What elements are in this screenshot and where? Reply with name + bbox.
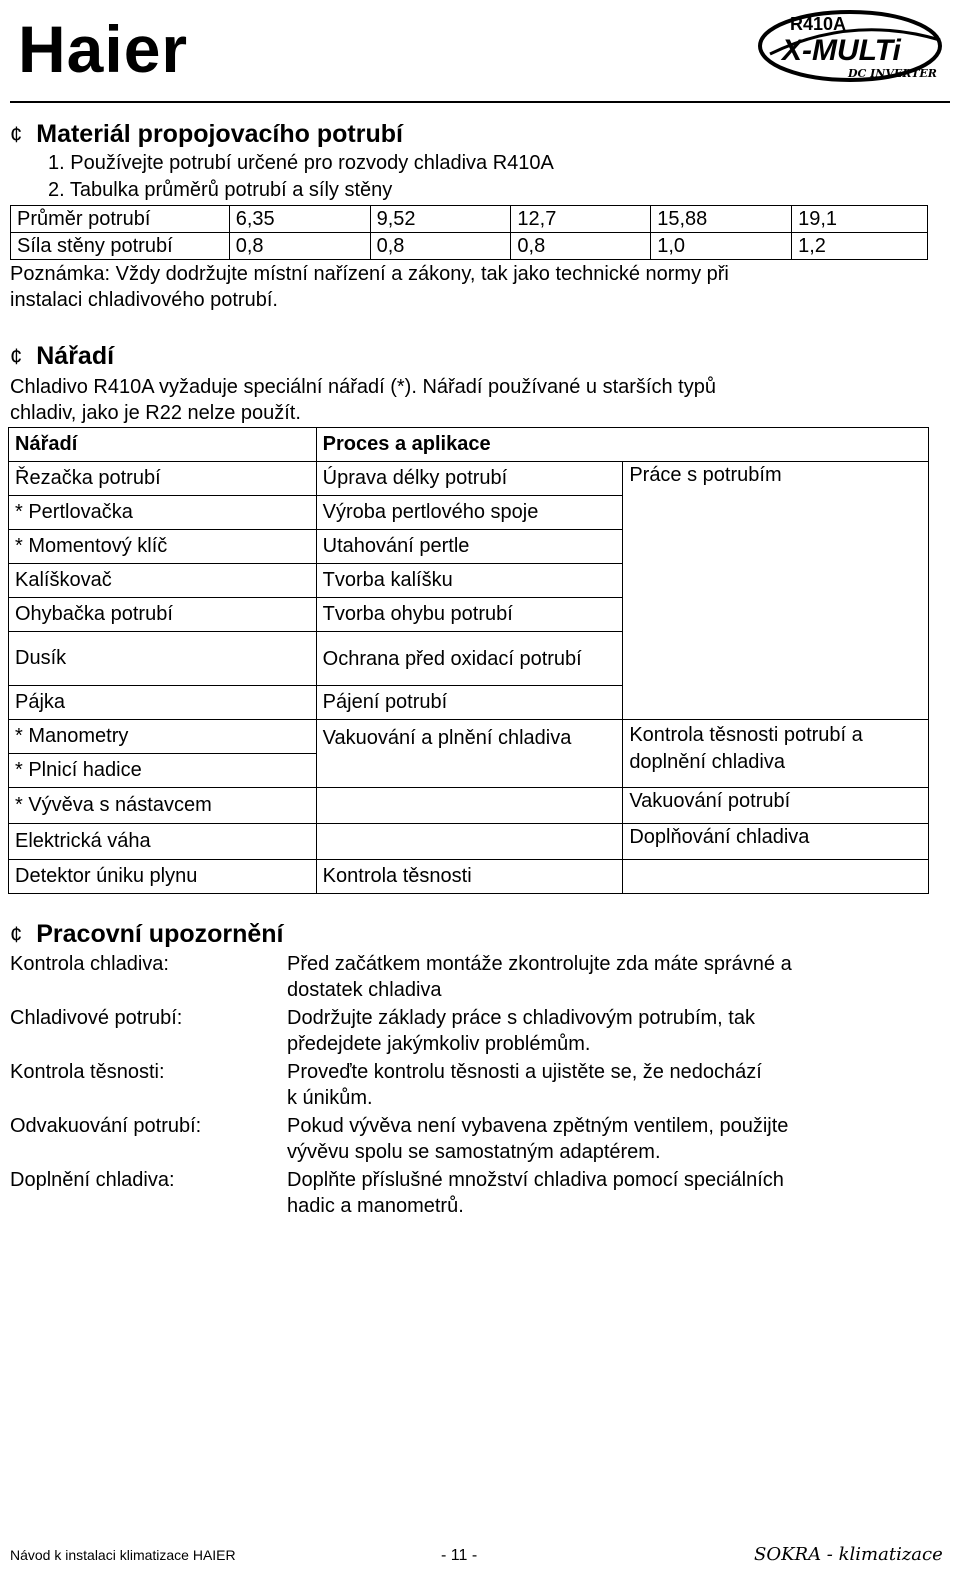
- tool-cell: Pájka: [9, 686, 317, 720]
- warning-text-line: k únikům.: [287, 1087, 373, 1109]
- section-title-work-warnings: ¢ Pracovní upozornění: [10, 920, 284, 948]
- haier-logo: [18, 18, 238, 87]
- warning-text-line: vývěvu spolu se samostatným adaptérem.: [287, 1141, 661, 1163]
- section-title-pipe-material: ¢ Materiál propojovacího potrubí: [10, 120, 403, 148]
- process-cell: Výroba pertlového spoje: [316, 496, 623, 530]
- tools-intro-line-2: chladiv, jako je R22 nelze použít.: [10, 402, 301, 424]
- process-cell: Tvorba ohybu potrubí: [316, 598, 623, 632]
- warning-label: Odvakuování potrubí:: [10, 1115, 202, 1137]
- warning-text-line: hadic a manometrů.: [287, 1195, 464, 1217]
- pipe-diameter-table: [10, 205, 928, 260]
- tool-cell: Řezačka potrubí: [9, 462, 317, 496]
- warning-label: Kontrola chladiva:: [10, 953, 169, 975]
- tool-cell: Detektor úniku plynu: [9, 860, 317, 894]
- process-cell: Tvorba kalíšku: [316, 564, 623, 598]
- tools-intro-line-1: Chladivo R410A vyžaduje speciální nářadí (*). Nářadí používané u starších typů: [10, 376, 716, 398]
- warning-text-line: Před začátkem montáže zkontrolujte zda máte správné a: [287, 953, 792, 975]
- tool-cell: * Manometry: [9, 720, 317, 754]
- note-line-1: Poznámka: Vždy dodržujte místní nařízení a zákony, tak jako technické normy při: [10, 263, 729, 285]
- footer-sokra-logo: SOKRA - klimatizace: [754, 1544, 943, 1565]
- process-cell-empty: [316, 788, 623, 824]
- section-title-tools: ¢ Nářadí: [10, 342, 115, 370]
- table-cell: 15,88: [651, 206, 792, 233]
- table-cell: Síla stěny potrubí: [11, 233, 230, 260]
- warning-text-line: Doplňte příslušné množství chladiva pomocí speciálních: [287, 1169, 784, 1191]
- table-row: [11, 206, 928, 233]
- table-cell: 0,8: [511, 233, 651, 260]
- warning-text-line: Proveďte kontrolu těsnosti a ujistěte se, že nedochází: [287, 1061, 762, 1083]
- note-line-2: instalaci chladivového potrubí.: [10, 289, 278, 311]
- bullet-icon: ¢: [10, 922, 23, 947]
- list-item-1: 1. Používejte potrubí určené pro rozvody chladiva R410A: [48, 152, 554, 174]
- warnings-list: [10, 951, 940, 1221]
- tool-cell: Dusík: [9, 632, 317, 686]
- table-cell: 9,52: [370, 206, 511, 233]
- footer-left: Návod k instalaci klimatizace HAIER: [10, 1547, 236, 1563]
- warning-text-line: Dodržujte základy práce s chladivovým potrubím, tak: [287, 1007, 755, 1029]
- table-cell: 0,8: [370, 233, 511, 260]
- tool-cell: * Vývěva s nástavcem: [9, 788, 317, 824]
- tool-cell: * Plnicí hadice: [9, 754, 317, 788]
- haier-logo-text: Haier: [18, 18, 189, 82]
- process-cell: Utahování pertle: [316, 530, 623, 564]
- warning-label: Chladivové potrubí:: [10, 1007, 183, 1029]
- table-header-process: Proces a aplikace: [316, 428, 928, 462]
- tool-cell: * Momentový klíč: [9, 530, 317, 564]
- bullet-icon: ¢: [10, 122, 23, 147]
- list-item: [10, 1113, 940, 1167]
- group-cell-vacuum: Vakuování potrubí: [623, 788, 929, 824]
- tool-cell: Kalíškovač: [9, 564, 317, 598]
- footer-page-number: - 11 -: [441, 1547, 478, 1564]
- table-row: [9, 788, 929, 824]
- tool-cell: Elektrická váha: [9, 824, 317, 860]
- table-row: [9, 462, 929, 496]
- warning-text-line: předejdete jakýmkoliv problémům.: [287, 1033, 591, 1055]
- table-header-tool: Nářadí: [9, 428, 317, 462]
- table-cell: 1,2: [792, 233, 928, 260]
- group-cell-empty: [623, 860, 929, 894]
- table-cell: 19,1: [792, 206, 928, 233]
- tool-cell: Ohybačka potrubí: [9, 598, 317, 632]
- process-cell: Ochrana před oxidací potrubí: [316, 632, 623, 686]
- tool-cell: * Pertlovačka: [9, 496, 317, 530]
- header-rule: [10, 101, 950, 103]
- list-item: [10, 1167, 940, 1221]
- table-row: [9, 720, 929, 754]
- warning-text-line: dostatek chladiva: [287, 979, 442, 1001]
- list-item: [10, 1005, 940, 1059]
- tools-table: [8, 427, 929, 894]
- badge-model: X-MULTi: [782, 34, 901, 67]
- group-cell-leak-check: Kontrola těsnosti potrubí a doplnění chladiva: [623, 720, 929, 788]
- table-cell: 12,7: [511, 206, 651, 233]
- list-item: [10, 951, 940, 1005]
- group-cell-charging: Doplňování chladiva: [623, 824, 929, 860]
- table-header-row: [9, 428, 929, 462]
- warning-text-line: Pokud vývěva není vybavena zpětným ventilem, použijte: [287, 1115, 789, 1137]
- list-item-2: 2. Tabulka průměrů potrubí a síly stěny: [48, 179, 393, 201]
- table-row: [9, 860, 929, 894]
- table-cell: Průměr potrubí: [11, 206, 230, 233]
- x-multi-badge: [752, 4, 952, 84]
- process-cell: Vakuování a plnění chladiva: [316, 720, 623, 788]
- badge-inverter: DC INVERTER: [848, 67, 937, 80]
- group-cell-pipe-work: Práce s potrubím: [623, 462, 929, 720]
- warning-label: Kontrola těsnosti:: [10, 1061, 165, 1083]
- table-cell: 1,0: [651, 233, 792, 260]
- process-cell-empty: [316, 824, 623, 860]
- bullet-icon: ¢: [10, 344, 23, 369]
- badge-refrigerant: R410A: [790, 14, 847, 34]
- list-item: [10, 1059, 940, 1113]
- process-cell: Úprava délky potrubí: [316, 462, 623, 496]
- table-cell: 0,8: [229, 233, 370, 260]
- process-cell: Kontrola těsnosti: [316, 860, 623, 894]
- table-cell: 6,35: [229, 206, 370, 233]
- warning-label: Doplnění chladiva:: [10, 1169, 175, 1191]
- table-row: [11, 233, 928, 260]
- table-row: [9, 824, 929, 860]
- process-cell: Pájení potrubí: [316, 686, 623, 720]
